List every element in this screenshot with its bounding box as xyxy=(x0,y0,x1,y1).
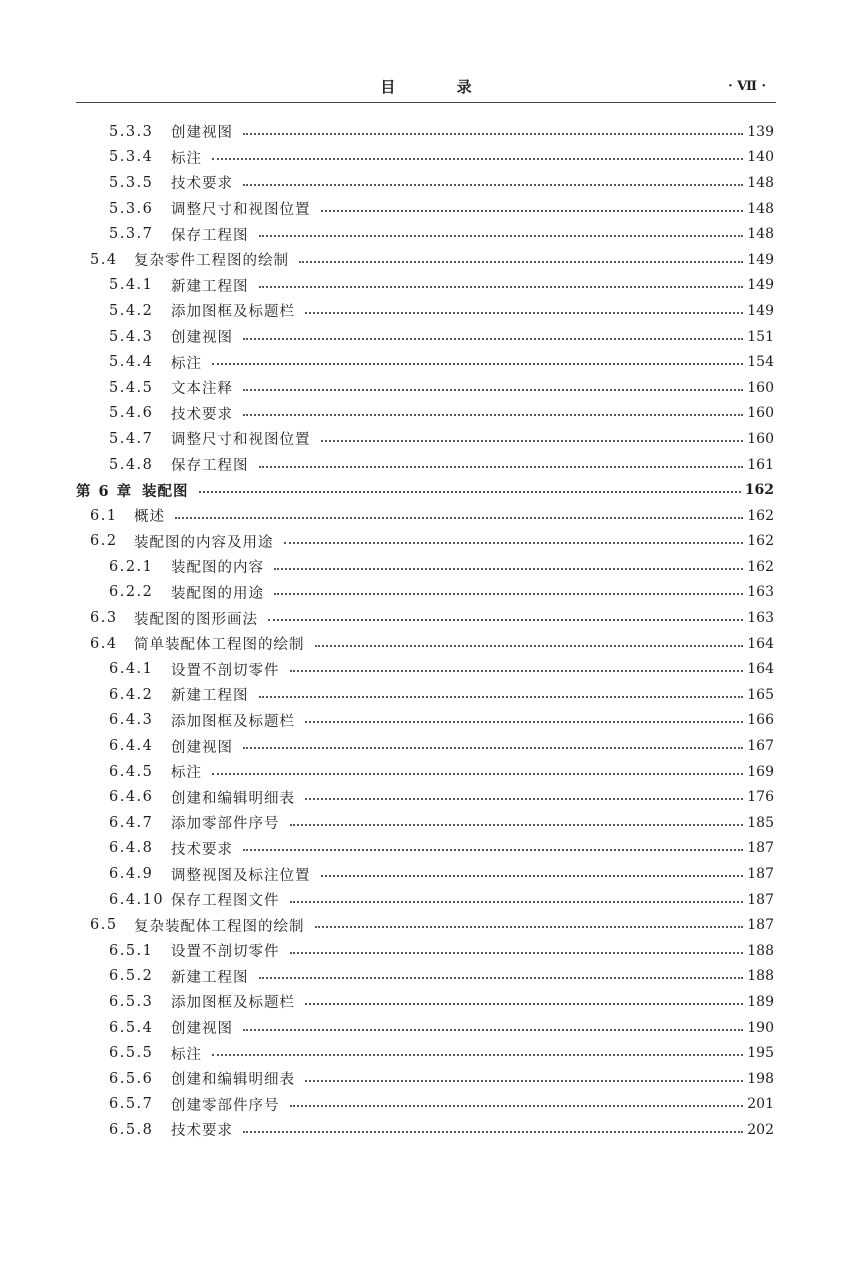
toc-entry[interactable] xyxy=(76,298,774,324)
toc-entry-number: 6.4.4 xyxy=(109,738,154,755)
toc-entry-title: 创建视图 xyxy=(171,330,233,347)
dot-leader xyxy=(243,389,743,391)
dot-leader xyxy=(243,414,743,416)
dot-leader xyxy=(290,824,744,826)
toc-entry-page: 148 xyxy=(747,174,774,191)
toc-entry-title: 设置不剖切零件 xyxy=(171,662,280,679)
toc-entry-page: 165 xyxy=(747,686,774,703)
header-divider xyxy=(76,102,776,103)
page-header xyxy=(76,76,776,102)
toc-entry[interactable] xyxy=(76,989,774,1015)
dot-leader xyxy=(175,517,743,519)
dot-leader xyxy=(259,466,744,468)
toc-entry-number: 6.4 xyxy=(90,635,118,652)
toc-entry-title: 标注 xyxy=(171,150,202,167)
toc-entry-page: 160 xyxy=(747,379,774,396)
toc-entry-number: 5.3.5 xyxy=(109,174,154,191)
dot-leader xyxy=(305,798,743,800)
toc-entry-title: 保存工程图文件 xyxy=(171,893,280,910)
toc-entry-number: 6.3 xyxy=(90,610,118,627)
toc-entry-number: 6.4.9 xyxy=(109,866,154,883)
dot-leader xyxy=(243,133,743,135)
toc-entry-number: 6.5.5 xyxy=(109,1045,154,1062)
toc-entry-title: 标注 xyxy=(171,765,202,782)
dot-leader xyxy=(199,491,741,493)
toc-entry-title: 创建零部件序号 xyxy=(171,1097,280,1114)
toc-entry-title: 添加图框及标题栏 xyxy=(171,713,295,730)
toc-entry[interactable] xyxy=(76,1092,774,1118)
toc-entry-number: 5.4.1 xyxy=(109,277,154,294)
toc-entry-page: 187 xyxy=(747,840,774,857)
toc-entry-number: 6.5.6 xyxy=(109,1070,154,1087)
toc-entry-page: 160 xyxy=(747,405,774,422)
toc-entry-title: 添加图框及标题栏 xyxy=(171,995,295,1012)
toc-entry-page: 148 xyxy=(747,226,774,243)
toc-entry[interactable] xyxy=(76,145,774,171)
toc-entry[interactable] xyxy=(76,733,774,759)
toc-entry[interactable] xyxy=(76,349,774,375)
dot-leader xyxy=(212,773,743,775)
toc-entry[interactable] xyxy=(76,247,774,273)
dot-leader xyxy=(290,670,744,672)
toc-entry[interactable] xyxy=(76,631,774,657)
toc-entry[interactable] xyxy=(76,605,774,631)
toc-entry-number: 5.3.6 xyxy=(109,200,154,217)
toc-entry-number: 6.4.8 xyxy=(109,840,154,857)
toc-entry[interactable] xyxy=(76,810,774,836)
toc-entry-page: 187 xyxy=(747,917,774,934)
toc-entry-number: 5.4.3 xyxy=(109,328,154,345)
toc-entry[interactable] xyxy=(76,1066,774,1092)
table-of-contents xyxy=(76,119,774,1143)
dot-leader xyxy=(321,875,744,877)
toc-entry[interactable] xyxy=(76,119,774,145)
toc-entry-title: 简单装配体工程图的绘制 xyxy=(134,637,305,654)
dot-leader xyxy=(243,184,743,186)
dot-leader xyxy=(305,312,743,314)
toc-entry-number: 6.4.2 xyxy=(109,686,154,703)
dot-leader xyxy=(299,261,743,263)
toc-entry-page: 187 xyxy=(747,866,774,883)
toc-entry[interactable] xyxy=(76,1015,774,1041)
toc-entry-page: 151 xyxy=(747,328,774,345)
dot-leader xyxy=(284,542,744,544)
toc-entry-number: 5.4.2 xyxy=(109,302,154,319)
dot-leader xyxy=(305,721,743,723)
toc-entry[interactable] xyxy=(76,554,774,580)
dot-leader xyxy=(321,210,744,212)
toc-entry-title: 创建视图 xyxy=(171,1021,233,1038)
dot-leader xyxy=(243,1029,743,1031)
toc-entry-title: 复杂装配体工程图的绘制 xyxy=(134,918,305,935)
dot-leader xyxy=(305,1003,743,1005)
toc-entry-page: 198 xyxy=(747,1070,774,1087)
toc-entry-title: 保存工程图 xyxy=(171,458,249,475)
toc-entry-title: 调整尺寸和视图位置 xyxy=(171,432,311,449)
toc-entry-number: 5.4.7 xyxy=(109,430,154,447)
page-title: 目 录 xyxy=(380,78,500,96)
toc-entry[interactable] xyxy=(76,221,774,247)
toc-entry-number: 5.4.6 xyxy=(109,405,154,422)
toc-entry-title: 创建和编辑明细表 xyxy=(171,1072,295,1089)
toc-entry[interactable] xyxy=(76,529,774,555)
toc-entry-page: 154 xyxy=(747,354,774,371)
toc-entry-page: 162 xyxy=(747,507,774,524)
toc-entry-title: 复杂零件工程图的绘制 xyxy=(134,253,289,270)
toc-entry-title: 调整视图及标注位置 xyxy=(171,867,311,884)
toc-entry-title: 装配图的内容及用途 xyxy=(134,534,274,551)
toc-entry-page: 148 xyxy=(747,200,774,217)
dot-leader xyxy=(321,440,744,442)
toc-entry-page: 149 xyxy=(747,251,774,268)
toc-entry-title: 新建工程图 xyxy=(171,278,249,295)
toc-entry[interactable] xyxy=(76,1040,774,1066)
toc-entry-number: 第 6 章 xyxy=(76,482,133,500)
toc-entry-number: 6.4.1 xyxy=(109,661,154,678)
toc-entry[interactable] xyxy=(76,1117,774,1143)
toc-entry-title: 新建工程图 xyxy=(171,969,249,986)
toc-entry[interactable] xyxy=(76,196,774,222)
toc-entry-title: 文本注释 xyxy=(171,381,233,398)
toc-entry-page: 195 xyxy=(747,1045,774,1062)
toc-entry-number: 6.4.6 xyxy=(109,789,154,806)
toc-entry-page: 187 xyxy=(747,891,774,908)
toc-entry-page: 185 xyxy=(747,814,774,831)
toc-entry-number: 6.2 xyxy=(90,533,118,550)
toc-entry-number: 5.3.7 xyxy=(109,226,154,243)
toc-entry-page: 166 xyxy=(747,712,774,729)
dot-leader xyxy=(259,286,744,288)
toc-entry[interactable] xyxy=(76,861,774,887)
toc-entry[interactable] xyxy=(76,656,774,682)
toc-entry-title: 标注 xyxy=(171,1046,202,1063)
toc-entry-title: 保存工程图 xyxy=(171,227,249,244)
dot-leader xyxy=(259,977,744,979)
toc-entry-title: 添加零部件序号 xyxy=(171,816,280,833)
toc-entry-number: 6.5 xyxy=(90,917,118,934)
dot-leader xyxy=(259,235,744,237)
toc-entry[interactable] xyxy=(76,170,774,196)
toc-entry-title: 创建视图 xyxy=(171,125,233,142)
toc-entry-number: 6.5.2 xyxy=(109,968,154,985)
toc-entry-number: 5.4 xyxy=(90,251,118,268)
toc-entry[interactable] xyxy=(76,708,774,734)
toc-entry[interactable] xyxy=(76,273,774,299)
dot-leader xyxy=(212,158,743,160)
toc-entry[interactable] xyxy=(76,401,774,427)
toc-entry-page: 164 xyxy=(747,635,774,652)
toc-entry-title: 装配图的用途 xyxy=(171,585,264,602)
dot-leader xyxy=(290,901,744,903)
toc-entry-page: 160 xyxy=(747,430,774,447)
toc-entry[interactable] xyxy=(76,964,774,990)
dot-leader xyxy=(243,1131,743,1133)
toc-entry-title: 技术要求 xyxy=(171,176,233,193)
toc-entry[interactable] xyxy=(76,682,774,708)
toc-entry-number: 6.4.5 xyxy=(109,763,154,780)
toc-entry-number: 6.2.2 xyxy=(109,584,154,601)
toc-entry-page: 163 xyxy=(747,610,774,627)
toc-entry[interactable] xyxy=(76,580,774,606)
toc-entry[interactable] xyxy=(76,324,774,350)
dot-leader xyxy=(243,849,743,851)
toc-entry-page: 162 xyxy=(747,558,774,575)
toc-entry-page: 140 xyxy=(747,149,774,166)
toc-entry-title: 创建视图 xyxy=(171,739,233,756)
toc-entry-title: 创建和编辑明细表 xyxy=(171,790,295,807)
toc-entry-page: 176 xyxy=(747,789,774,806)
toc-entry-page: 162 xyxy=(747,533,774,550)
toc-entry[interactable] xyxy=(76,887,774,913)
toc-entry-title: 概述 xyxy=(134,509,165,526)
dot-leader xyxy=(243,338,743,340)
toc-entry-title: 新建工程图 xyxy=(171,688,249,705)
toc-entry[interactable] xyxy=(76,452,774,478)
toc-entry-page: 188 xyxy=(747,942,774,959)
toc-entry-page: 169 xyxy=(747,763,774,780)
toc-entry-page: 163 xyxy=(747,584,774,601)
toc-entry-title: 标注 xyxy=(171,355,202,372)
dot-leader xyxy=(212,1054,743,1056)
dot-leader xyxy=(274,593,743,595)
toc-entry-number: 6.5.7 xyxy=(109,1096,154,1113)
toc-entry-page: 149 xyxy=(747,277,774,294)
dot-leader xyxy=(243,747,743,749)
dot-leader xyxy=(315,645,744,647)
dot-leader xyxy=(290,952,744,954)
dot-leader xyxy=(305,1080,743,1082)
dot-leader xyxy=(268,619,743,621)
toc-entry-page: 167 xyxy=(747,738,774,755)
toc-entry-title: 技术要求 xyxy=(171,406,233,423)
toc-entry-number: 6.1 xyxy=(90,507,118,524)
toc-entry-title: 添加图框及标题栏 xyxy=(171,304,295,321)
toc-entry-number: 6.5.3 xyxy=(109,993,154,1010)
dot-leader xyxy=(315,926,744,928)
toc-entry-page: 164 xyxy=(747,661,774,678)
toc-entry[interactable] xyxy=(76,375,774,401)
toc-entry[interactable] xyxy=(76,503,774,529)
toc-entry-page: 139 xyxy=(747,123,774,140)
toc-entry-page: 189 xyxy=(747,993,774,1010)
toc-entry-page: 188 xyxy=(747,968,774,985)
dot-leader xyxy=(212,363,743,365)
toc-entry-page: 201 xyxy=(747,1096,774,1113)
toc-entry-number: 5.3.4 xyxy=(109,149,154,166)
toc-entry-number: 5.4.5 xyxy=(109,379,154,396)
page-number: · Ⅶ · xyxy=(728,79,766,94)
toc-entry[interactable] xyxy=(76,784,774,810)
toc-entry-page: 162 xyxy=(744,482,774,499)
dot-leader xyxy=(274,568,743,570)
toc-entry-page: 149 xyxy=(747,302,774,319)
toc-entry[interactable] xyxy=(76,477,774,503)
toc-entry-title: 技术要求 xyxy=(171,841,233,858)
dot-leader xyxy=(259,696,744,698)
toc-entry-number: 5.3.3 xyxy=(109,123,154,140)
toc-entry-page: 161 xyxy=(747,456,774,473)
toc-entry[interactable] xyxy=(76,836,774,862)
toc-entry-page: 190 xyxy=(747,1019,774,1036)
toc-entry-number: 6.5.1 xyxy=(109,942,154,959)
toc-entry[interactable] xyxy=(76,426,774,452)
toc-entry-number: 6.5.8 xyxy=(109,1121,154,1138)
toc-entry-number: 6.2.1 xyxy=(109,558,154,575)
toc-entry-number: 6.5.4 xyxy=(109,1019,154,1036)
dot-leader xyxy=(290,1105,744,1107)
toc-entry-number: 6.4.7 xyxy=(109,814,154,831)
toc-entry-number: 6.4.3 xyxy=(109,712,154,729)
toc-entry[interactable] xyxy=(76,912,774,938)
toc-entry-title: 装配图的内容 xyxy=(171,560,264,577)
toc-entry-number: 5.4.4 xyxy=(109,354,154,371)
toc-entry-page: 202 xyxy=(747,1121,774,1138)
toc-entry-number: 6.4.10 xyxy=(109,891,165,908)
toc-entry-title: 技术要求 xyxy=(171,1123,233,1140)
toc-entry[interactable] xyxy=(76,759,774,785)
toc-entry-title: 装配图 xyxy=(142,482,189,500)
toc-entry-title: 设置不剖切零件 xyxy=(171,944,280,961)
toc-entry-title: 装配图的图形画法 xyxy=(134,611,258,628)
toc-entry[interactable] xyxy=(76,938,774,964)
toc-entry-title: 调整尺寸和视图位置 xyxy=(171,202,311,219)
toc-entry-number: 5.4.8 xyxy=(109,456,154,473)
